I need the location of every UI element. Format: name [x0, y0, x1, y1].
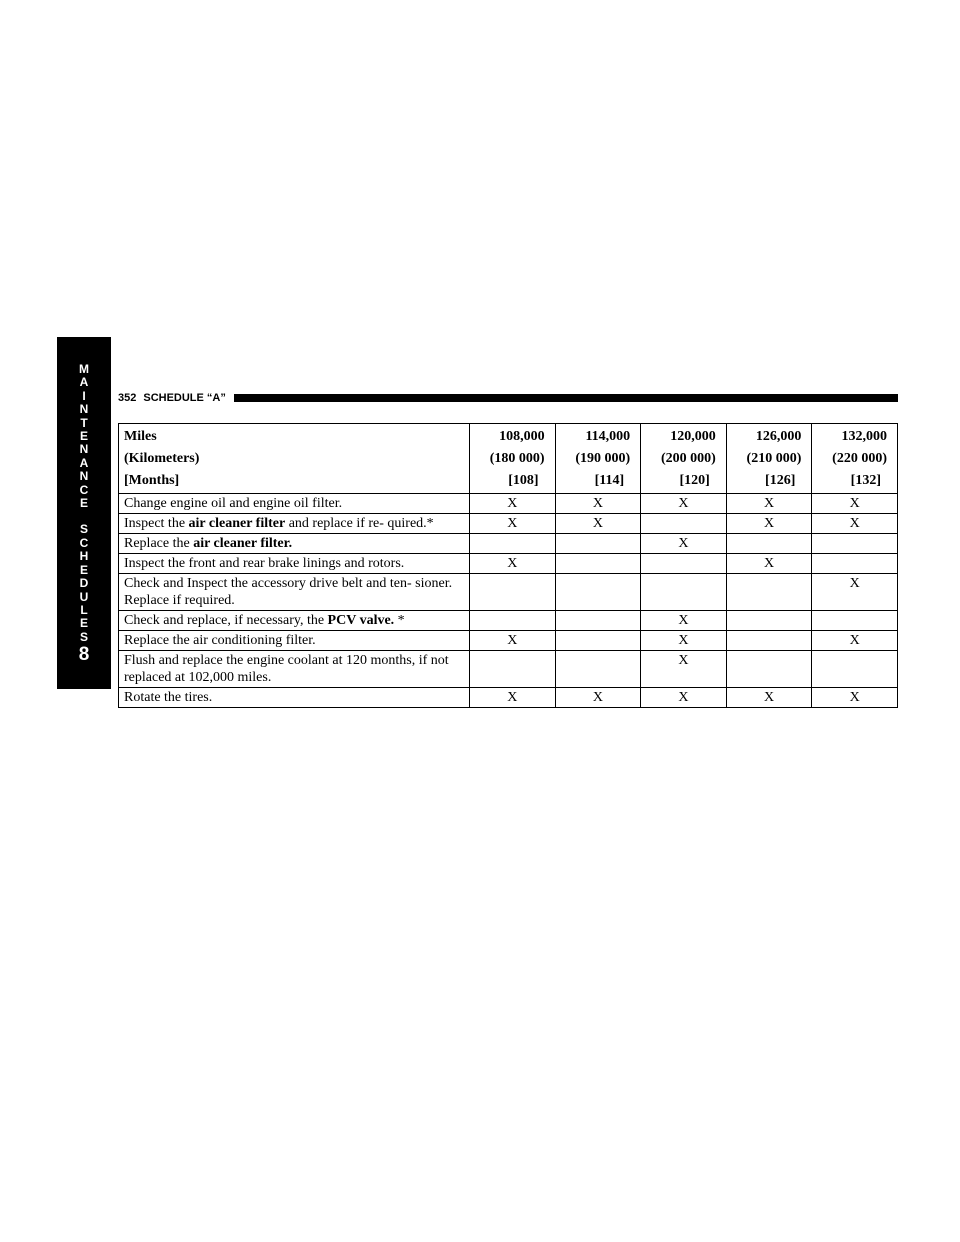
service-mark: X: [812, 494, 898, 514]
task-text: Rotate the tires.: [124, 690, 213, 705]
service-mark: X: [555, 514, 641, 534]
header-label-months: [Months]: [124, 473, 180, 488]
interval-column-header: [726, 424, 812, 494]
service-mark: [812, 554, 898, 574]
task-text: Check and replace, if necessary, the: [124, 613, 328, 628]
page-title: SCHEDULE “A”: [143, 392, 226, 404]
side-letter: M: [79, 362, 89, 376]
side-letter: N: [79, 442, 89, 457]
interval-months: [114]: [594, 473, 625, 488]
maintenance-task: [119, 494, 470, 514]
interval-column-header: [555, 424, 641, 494]
table-row: [119, 631, 898, 651]
service-mark: X: [726, 554, 812, 574]
maintenance-task: [119, 611, 470, 631]
side-letter: N: [79, 469, 89, 484]
maintenance-task: [119, 574, 470, 611]
service-mark: [555, 611, 641, 631]
side-letter: C: [79, 482, 89, 497]
side-letter: S: [79, 629, 88, 644]
task-text: Change engine oil and engine oil filter.: [124, 496, 343, 511]
service-mark: [812, 534, 898, 554]
side-letter: E: [79, 429, 88, 444]
service-mark: X: [555, 688, 641, 708]
header-rule: [234, 394, 898, 402]
task-text: Replace the air conditioning filter.: [124, 633, 316, 648]
service-mark: X: [726, 494, 812, 514]
side-letter: I: [82, 388, 86, 403]
task-text: Flush and replace the engine coolant at 120 months, if not replaced at 102,000 miles.: [124, 653, 449, 685]
maintenance-task: [119, 514, 470, 534]
task-text: Replace the: [124, 536, 194, 551]
service-mark: X: [470, 688, 556, 708]
task-keyword: PCV valve.: [327, 613, 395, 628]
service-mark: [555, 631, 641, 651]
interval-km: (200 000): [660, 451, 716, 466]
service-mark: X: [641, 611, 727, 631]
interval-column-header: [470, 424, 556, 494]
service-mark: [555, 574, 641, 611]
service-mark: [555, 651, 641, 688]
service-mark: [470, 574, 556, 611]
service-mark: X: [812, 574, 898, 611]
side-tab-letters: [57, 363, 111, 644]
service-mark: X: [641, 688, 727, 708]
interval-km: (190 000): [575, 451, 631, 466]
table-row: [119, 651, 898, 688]
service-mark: [726, 534, 812, 554]
interval-km: (180 000): [489, 451, 545, 466]
table-header-row: [119, 424, 898, 494]
maintenance-task: [119, 554, 470, 574]
service-mark: [726, 611, 812, 631]
service-mark: X: [812, 688, 898, 708]
service-mark: X: [812, 631, 898, 651]
side-letter: H: [79, 549, 89, 564]
task-keyword: air cleaner filter: [188, 516, 286, 531]
header-labels-cell: [119, 424, 470, 494]
maintenance-schedule-table: [118, 423, 898, 708]
service-mark: [726, 574, 812, 611]
table-row: [119, 494, 898, 514]
chapter-number: 8: [78, 644, 90, 666]
page-header: [118, 391, 898, 405]
interval-months: [132]: [850, 473, 881, 488]
task-keyword: air cleaner filter.: [193, 536, 293, 551]
service-mark: X: [641, 651, 727, 688]
interval-months: [126]: [765, 473, 796, 488]
interval-months: [108]: [508, 473, 539, 488]
chapter-side-tab: [57, 337, 111, 689]
service-mark: X: [641, 631, 727, 651]
task-text-suffix: *: [394, 613, 405, 628]
task-text: Inspect the front and rear brake linings and rotors.: [124, 556, 405, 571]
table-row: [119, 611, 898, 631]
maintenance-task: [119, 688, 470, 708]
service-mark: X: [470, 631, 556, 651]
maintenance-task: [119, 651, 470, 688]
maintenance-task: [119, 534, 470, 554]
side-letter: E: [79, 562, 88, 577]
service-mark: X: [812, 514, 898, 534]
side-letter: N: [79, 402, 89, 417]
service-mark: [726, 651, 812, 688]
side-letter: E: [79, 496, 88, 511]
service-mark: X: [641, 534, 727, 554]
service-mark: X: [726, 514, 812, 534]
interval-column-header: [812, 424, 898, 494]
interval-miles: 126,000: [755, 429, 802, 444]
side-letter: L: [80, 602, 88, 617]
table-row: [119, 514, 898, 534]
maintenance-task: [119, 631, 470, 651]
service-mark: X: [470, 494, 556, 514]
service-mark: [726, 631, 812, 651]
interval-miles: 108,000: [499, 429, 545, 444]
table-row: [119, 534, 898, 554]
task-text-suffix: and replace if re- quired.*: [285, 516, 434, 531]
service-mark: [641, 554, 727, 574]
table-row: [119, 574, 898, 611]
service-mark: [470, 651, 556, 688]
header-label-miles: Miles: [124, 429, 157, 444]
interval-miles: 120,000: [670, 429, 716, 444]
service-mark: [641, 514, 727, 534]
side-letter: S: [79, 522, 88, 537]
service-mark: [555, 534, 641, 554]
side-letter: A: [79, 455, 89, 470]
service-mark: X: [470, 514, 556, 534]
interval-miles: 114,000: [585, 429, 631, 444]
side-letter: D: [79, 576, 89, 591]
side-letter: U: [79, 589, 89, 604]
side-letter: C: [79, 535, 89, 550]
service-mark: [470, 611, 556, 631]
service-mark: X: [470, 554, 556, 574]
interval-column-header: [641, 424, 727, 494]
interval-km: (210 000): [746, 451, 802, 466]
service-mark: [812, 611, 898, 631]
service-mark: [641, 574, 727, 611]
interval-months: [120]: [679, 473, 710, 488]
side-letter: T: [80, 415, 88, 430]
task-text: Check and Inspect the accessory drive belt and ten- sioner. Replace if required.: [124, 576, 453, 608]
service-mark: X: [555, 494, 641, 514]
service-mark: X: [641, 494, 727, 514]
service-mark: [470, 534, 556, 554]
service-mark: X: [726, 688, 812, 708]
interval-miles: 132,000: [841, 429, 887, 444]
table-row: [119, 688, 898, 708]
service-mark: [555, 554, 641, 574]
side-letter: E: [79, 616, 88, 631]
page-number: 352: [118, 392, 137, 404]
side-letter: A: [79, 375, 89, 390]
header-label-kilometers: (Kilometers): [124, 451, 200, 466]
interval-km: (220 000): [832, 451, 887, 466]
task-text: Inspect the: [124, 516, 189, 531]
service-mark: [812, 651, 898, 688]
table-row: [119, 554, 898, 574]
